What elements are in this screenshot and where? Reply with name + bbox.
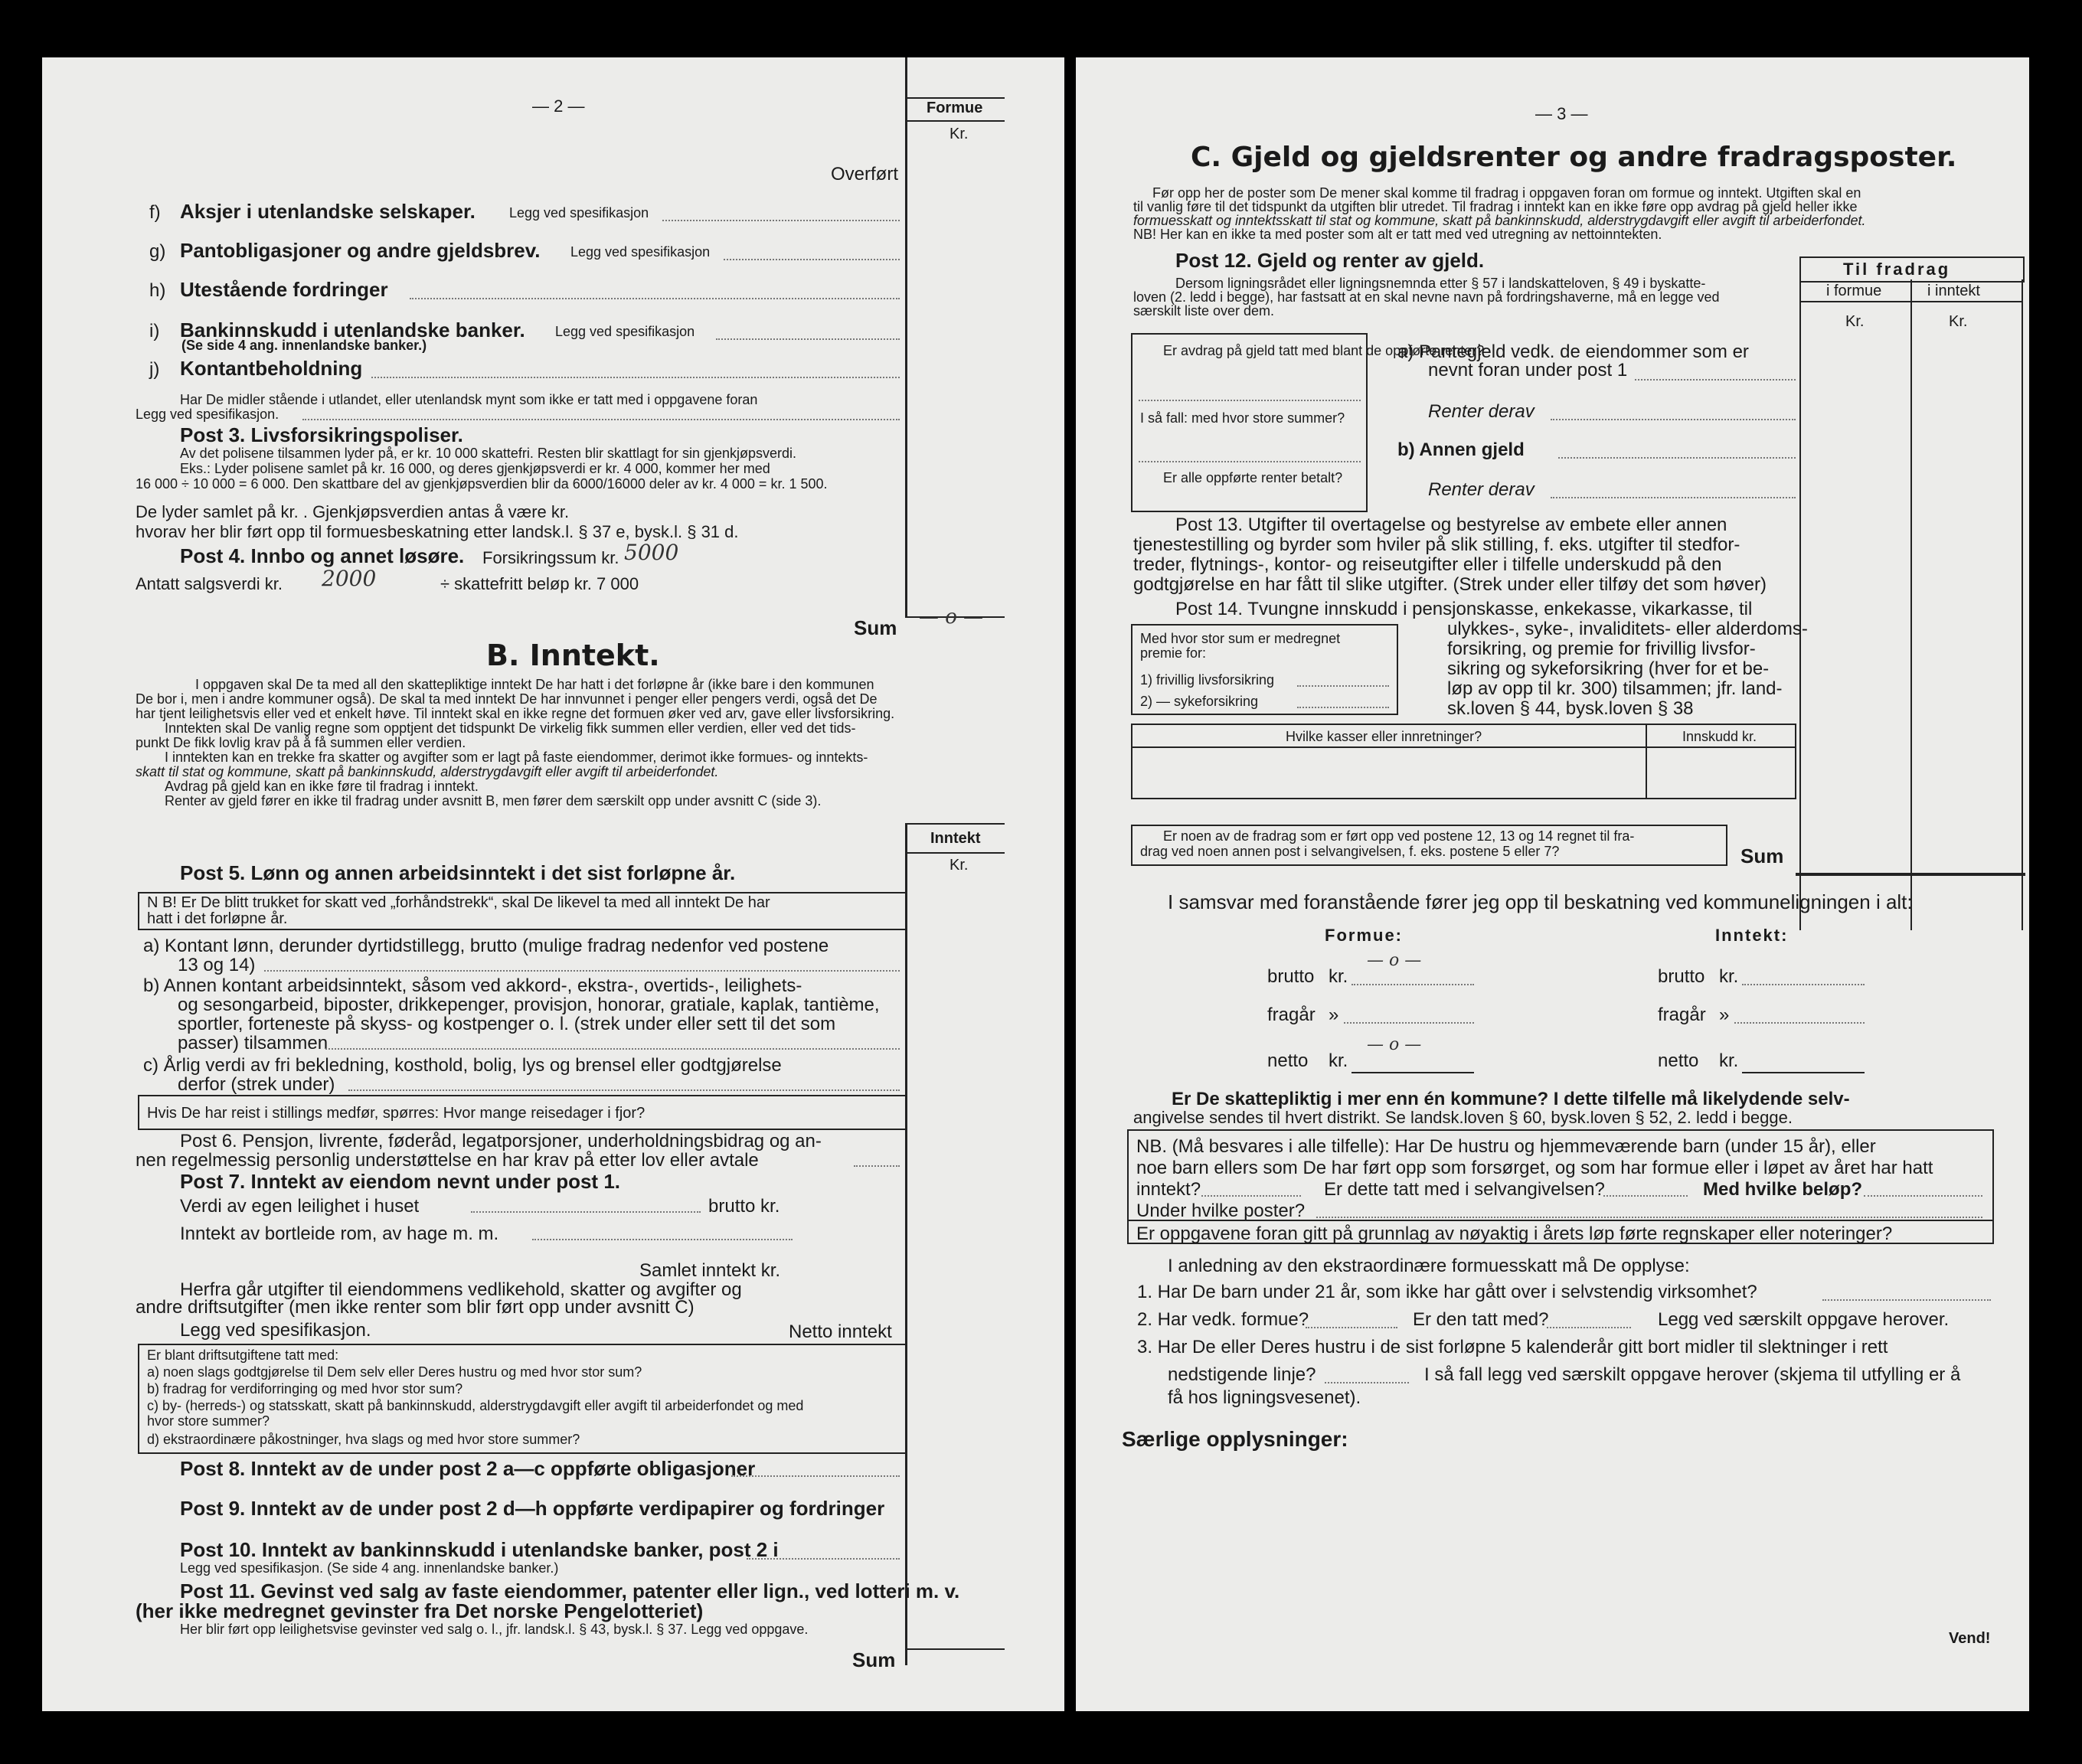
text-line: angivelse sendes til hvert distrikt. Se landsk.loven § 60, bysk.loven § 52, 2. ledd i begge.: [1133, 1108, 1793, 1127]
fradrag-column-line: [2022, 279, 2023, 930]
dotted-line: [1344, 1022, 1474, 1024]
dotted-line: [731, 1475, 900, 1477]
item-letter: i): [149, 321, 160, 341]
text-line: b) fradrag for verdiforringing og med hvor stor sum?: [147, 1381, 463, 1396]
text-line: Er alle oppførte renter betalt?: [1163, 470, 1343, 485]
dotted-line: [1352, 984, 1474, 985]
samlet-label: Samlet inntekt kr.: [639, 1260, 781, 1281]
text-line: Herfra går utgifter til eiendommens vedlikehold, skatter og avgifter og: [180, 1279, 742, 1300]
divider: [1133, 746, 1795, 748]
saerlige-heading: Særlige opplysninger:: [1122, 1427, 1348, 1451]
page-2: [42, 57, 1064, 1711]
til-fradrag-header: [1799, 256, 2025, 283]
item-i-sub: (Se side 4 ang. innenlandske banker.): [181, 338, 427, 353]
item-letter: f): [149, 202, 161, 223]
reise-question: Hvis De har reist i stillings medfør, spørres: Hvor mange reisedager i fjor?: [147, 1105, 646, 1122]
sum-label: Sum: [1740, 844, 1784, 867]
nb-line: NB. (Må besvares i alle tilfelle): Har De hustru og hjemmeværende barn (under 15 år), eller: [1136, 1136, 1876, 1157]
text-line: Under hvilke poster?: [1136, 1200, 1306, 1221]
renter-label: Renter derav: [1428, 479, 1535, 500]
question-1: 1. Har De barn under 21 år, som ikke har gått over i selvstendig virksomhet?: [1137, 1282, 1757, 1302]
text-line: inntekt?: [1136, 1179, 1201, 1200]
samsvar-line: I samsvar med foranstående fører jeg opp til beskatning ved kommuneligningen i alt:: [1168, 890, 1913, 913]
post4-forsikring-label: Forsikringssum kr.: [482, 548, 619, 567]
text-line: Dersom ligningsrådet eller ligningsnemnda etter § 57 i landskatteloven, § 49 i byskatte-: [1175, 276, 1706, 291]
dotted-line: [1306, 1327, 1397, 1328]
dotted-line: [1551, 419, 1796, 420]
divider: [1352, 1072, 1474, 1073]
text-line: Verdi av egen leilighet i huset: [180, 1196, 420, 1217]
fradrag-column-line: [1910, 279, 1912, 930]
text-line: (her ikke medregnet gevinster fra Det norske Pengelotteriet): [136, 1599, 704, 1622]
text-line: punkt De fikk lovlig krav på å få summen eller verdien.: [136, 735, 466, 750]
text-line: Er blant driftsutgiftene tatt med:: [147, 1348, 339, 1363]
text-line: formuesskatt og inntektsskatt til stat og kommune, skatt på bankinnskudd, alderstrygdavgift eller avgift til arbeiderfondet.: [1133, 213, 1866, 228]
driftsutgifter-box: [138, 1344, 907, 1454]
text-line: Før opp her de poster som De mener skal komme til fradrag i oppgaven foran om formue og inntekt. Utgiften skal en: [1152, 185, 1861, 201]
text-line: N B! Er De blitt trukket for skatt ved „forhåndstrekk“, skal De likevel ta med all inntekt De har: [147, 894, 770, 911]
premie-box: [1131, 624, 1398, 715]
formue-column-line: [905, 57, 907, 616]
item-g-label: Pantobligasjoner og andre gjeldsbrev.: [180, 239, 541, 262]
brutto-label: brutto: [1267, 966, 1315, 987]
post13-line: Post 13. Utgifter til overtagelse og bestyrelse av embete eller annen: [1175, 514, 1727, 535]
divider: [1129, 1220, 1992, 1221]
dotted-line: [747, 1558, 900, 1560]
post3-title: Post 3. Livsforsikringspoliser.: [180, 423, 463, 446]
dotted-line: [1325, 1382, 1409, 1383]
text-line: Er dette tatt med i selvangivelsen?: [1324, 1179, 1605, 1200]
item-letter: j): [149, 359, 160, 380]
dotted-line: [1139, 461, 1361, 462]
formue-heading: Formue:: [1325, 926, 1403, 945]
divider: [905, 97, 1005, 99]
dotted-line: [1822, 1299, 1991, 1301]
text-line: Med hvor stor sum er medregnet premie for:: [1140, 631, 1341, 661]
formue-column-header: Formue: [927, 100, 983, 116]
dotted-line: [471, 1211, 701, 1213]
dotted-line: [532, 1239, 793, 1240]
post4-forsikring-value: 5000: [624, 540, 679, 565]
dotted-line: [1316, 1217, 1982, 1218]
dotted-line: [302, 419, 900, 420]
nb-box: [1127, 1129, 1994, 1244]
dotted-line: [1603, 1195, 1688, 1197]
text-line: andre driftsutgifter (men ikke renter som blir ført opp under avsnitt C): [136, 1297, 695, 1318]
dotted-line: [1635, 379, 1796, 381]
dotted-line: [1547, 1327, 1631, 1328]
kr-label: Kr.: [1845, 313, 1865, 330]
divider: [1742, 1072, 1865, 1073]
fragar-label: fragår: [1267, 1004, 1316, 1025]
table-column-line: [1646, 725, 1647, 798]
page-3: [1076, 57, 2029, 1711]
post4-salg-label: Antatt salgsverdi kr.: [136, 574, 283, 593]
netto-inntekt-label: Netto inntekt: [789, 1321, 892, 1342]
text-line: 2) — sykeforsikring: [1140, 694, 1259, 709]
renter-label: Renter derav: [1428, 401, 1535, 422]
dotted-line: [1742, 984, 1865, 985]
text-line: 1) frivillig livsforsikring: [1140, 672, 1275, 688]
sum-label: Sum: [852, 1648, 896, 1671]
dotted-line: [854, 1165, 900, 1167]
text-line: treder, flytnings-, kontor- og reiseutgifter eller i tilfelle underskudd på den: [1133, 554, 1722, 575]
post8-line: Post 8. Inntekt av de under post 2 a—c oppførte obligasjoner: [180, 1457, 756, 1480]
dotted-line: [264, 970, 900, 972]
dotted-line: [325, 1048, 900, 1050]
kr-label: Kr.: [949, 857, 969, 874]
kasser-table: [1131, 724, 1796, 799]
text-line: Er noen av de fradrag som er ført opp ved postene 12, 13 og 14 regnet til fra-: [1163, 828, 1635, 844]
ditto-mark: »: [1329, 1004, 1339, 1025]
inntekt-heading: Inntekt:: [1715, 926, 1789, 945]
text-line: I så fall: med hvor store summer?: [1140, 410, 1345, 426]
text-line: Med hvilke beløp?: [1703, 1179, 1863, 1200]
post5-c-line: c) Årlig verdi av fri bekledning, kosthold, bolig, lys og brensel eller godtgjørelse: [143, 1055, 782, 1076]
text-line: Av det polisene tilsammen lyder på, er kr. 10 000 skattefri. Resten blir skattlagt for sin gjenkjøpsverdi.: [180, 446, 797, 461]
page-number: — 2 —: [532, 96, 585, 116]
formue-netto-value: — o —: [1367, 1035, 1422, 1054]
dotted-line: [1297, 685, 1389, 687]
text-line: a) noen slags godtgjørelse til Dem selv eller Deres hustru og med hvor stor sum?: [147, 1364, 642, 1380]
dotted-line: [716, 338, 900, 340]
dotted-line: [1864, 1195, 1982, 1197]
reise-box: [138, 1095, 907, 1130]
text-line: 16 000 ÷ 10 000 = 6 000. Den skattbare del av gjenkjøpsverdien blir da 6000/16000 deler av kr. 4 000 = kr. 1 500.: [136, 476, 828, 492]
item-h-label: Utestående fordringer: [180, 278, 388, 301]
text-line: hvorav her blir ført opp til formuesbeskatning etter landsk.l. § 37 e, bysk.l. § 31 d.: [136, 522, 739, 541]
vend-label: Vend!: [1949, 1630, 1991, 1647]
text-line: Har De midler stående i utlandet, eller utenlandsk mynt som ikke er tatt med i oppgavene foran: [180, 392, 758, 407]
divider: [905, 852, 1005, 854]
divider: [1796, 873, 2025, 876]
post5-title: Post 5. Lønn og annen arbeidsinntekt i det sist forløpne år.: [180, 861, 736, 884]
ditto-mark: »: [1719, 1004, 1730, 1025]
skatt-question: Er De skattepliktig i mer enn én kommune? I dette tilfelle må likelydende selv-: [1172, 1089, 1850, 1109]
brutto-label: brutto kr.: [708, 1196, 780, 1217]
item-g-note: Legg ved spesifikasjon: [570, 244, 711, 260]
inntekt-column-line: [905, 823, 907, 1665]
text-line: Legg ved spesifikasjon.: [136, 407, 279, 422]
item-letter: g): [149, 241, 166, 262]
divider: [905, 120, 1005, 122]
text-line: Legg ved spesifikasjon.: [180, 1320, 371, 1341]
text-line: Renter av gjeld fører en ikke til fradrag under avsnitt B, men fører dem særskilt opp under avsnitt C (side 3).: [165, 793, 822, 808]
sum-label: Sum: [854, 616, 897, 639]
text-line: I så fall legg ved særskilt oppgave herover (skjema til utfylling er å: [1424, 1364, 1961, 1385]
divider: [905, 1648, 1005, 1650]
kr-label: kr.: [1719, 1050, 1739, 1071]
text-line: De bor i, men i andre kommuner også). De skal ta med inntekt De har innvunnet i penger eller pengers verdi, også det De: [136, 691, 878, 707]
text-line: passer) tilsammen: [178, 1033, 328, 1054]
fradrag-question-box: [1131, 825, 1727, 866]
page-number: — 3 —: [1535, 104, 1588, 123]
i-formue-header: i formue: [1826, 283, 1882, 299]
text-line: særskilt liste over dem.: [1133, 303, 1275, 318]
til-fradrag-label: Til fradrag: [1843, 260, 1951, 279]
formue-brutto-value: — o —: [1367, 951, 1422, 970]
kr-label: Kr.: [1949, 313, 1968, 330]
dotted-line: [724, 259, 900, 260]
text-line: nevnt foran under post 1: [1428, 360, 1628, 381]
text-line: forsikring, og premie for frivillig livsfor-: [1447, 639, 1756, 659]
post4-salg-value: 2000: [322, 566, 377, 591]
text-line: Legg ved spesifikasjon. (Se side 4 ang. innenlandske banker.): [180, 1560, 559, 1576]
kasser-header: Hvilke kasser eller innretninger?: [1286, 729, 1482, 744]
netto-label: netto: [1267, 1050, 1309, 1071]
inntekt-column-header: Inntekt: [930, 830, 981, 847]
text-line: godtgjørelse en har fått til slike utgifter. (Strek under eller tilføy det som høver): [1133, 574, 1767, 595]
innskudd-header: Innskudd kr.: [1682, 729, 1757, 744]
text-line: Er oppgavene foran gitt på grunnlag av nøyaktig i årets løp førte regnskaper eller noteringer?: [1136, 1223, 1893, 1244]
text-line: hvor store summer?: [147, 1413, 270, 1429]
post11-line: Post 11. Gevinst ved salg av faste eiendommer, patenter eller lign., ved lotteri m. v.: [180, 1579, 960, 1602]
text-line: Her blir ført opp leilighetsvise gevinster ved salg o. l., jfr. landsk.l. § 43, bysk.l. § 37. Legg ved oppgave.: [180, 1622, 809, 1637]
text-line: Inntekten skal De vanlig regne som opptjent det tidspunkt De virkelig fikk summen eller verdien, eller ved det tids-: [165, 720, 856, 736]
question-3: 3. Har De eller Deres hustru i de sist forløpne 5 kalenderår gitt bort midler til slektninger i rett: [1137, 1337, 1888, 1357]
divider: [905, 823, 1005, 825]
dotted-line: [1558, 457, 1796, 459]
kr-label: kr.: [1719, 966, 1739, 987]
nb-forhandstrekk-box: [138, 892, 907, 930]
post14-line: Post 14. Tvungne innskudd i pensjonskasse, enkekasse, vikarkasse, til: [1175, 599, 1753, 619]
item-i-label: Bankinnskudd i utenlandske banker.: [180, 318, 525, 341]
text-line: drag ved noen annen post i selvangivelsen, f. eks. postene 5 eller 7?: [1140, 844, 1560, 859]
i-inntekt-header: i inntekt: [1927, 283, 1980, 299]
post12-title: Post 12. Gjeld og renter av gjeld.: [1175, 249, 1485, 272]
text-line: derfor (strek under): [178, 1074, 335, 1095]
dotted-line: [1734, 1022, 1865, 1024]
text-line: har tjent leilighetsvis eller ved et enkelt høve. Til inntekt skal en ikke regne det formuen øker ved arv, gave eller livsforsikring.: [136, 706, 895, 721]
pantegjeld-line: a) Pantegjeld vedk. de eiendommer som er: [1397, 341, 1749, 362]
text-line: Eks.: Lyder polisene samlet på kr. 16 000, og deres gjenkjøpsverdi er kr. 4 000, kommer her med: [180, 461, 770, 476]
section-b-title: B. Inntekt.: [486, 639, 660, 672]
item-f-label: Aksjer i utenlandske selskaper.: [180, 200, 476, 223]
text-line: hatt i det forløpne år.: [147, 910, 288, 927]
item-i-note: Legg ved spesifikasjon: [555, 324, 695, 339]
text-line: 13 og 14): [178, 955, 256, 975]
text-line: c) by- (herreds-) og statsskatt, skatt på bankinnskudd, alderstrygdavgift eller avgift til arbeiderfondet og med: [147, 1398, 804, 1413]
text-line: I oppgaven skal De ta med all den skattepliktige inntekt De har hatt i det forløpne år (ikke bare i den kommunen: [195, 677, 874, 692]
text-line: d) ekstraordinære påkostninger, hva slags og med hvor store summer?: [147, 1432, 580, 1447]
kr-label: kr.: [1329, 966, 1348, 987]
text-line: løp av opp til kr. 300) tilsammen; jfr. land-: [1447, 678, 1783, 699]
dotted-line: [348, 1089, 900, 1091]
text-line: loven (2. ledd i begge), har fastsatt at en skal nevne navn på fordringshaverne, må en legge ved: [1133, 289, 1720, 305]
sum-value: — o —: [919, 606, 984, 629]
ekstra-line: I anledning av den ekstraordinære formuesskatt må De opplyse:: [1168, 1256, 1690, 1276]
text-line: skatt til stat og kommune, skatt på bankinnskudd, alderstrygdavgift eller avgift til arbeiderfondet.: [136, 764, 719, 779]
post4-skattefritt: ÷ skattefritt beløp kr. 7 000: [440, 574, 639, 593]
post10-line: Post 10. Inntekt av bankinnskudd i utenlandske banker, post 2 i: [180, 1538, 779, 1561]
post7-title: Post 7. Inntekt av eiendom nevnt under post 1.: [180, 1170, 620, 1193]
post4-title: Post 4. Innbo og annet løsøre.: [180, 544, 465, 567]
text-line: sk.loven § 44, bysk.loven § 38: [1447, 698, 1694, 719]
text-line: De lyder samlet på kr. . Gjenkjøpsverdien antas å være kr.: [136, 502, 570, 521]
text-line: Er avdrag på gjeld tatt med blant de oppførte renter?: [1163, 343, 1485, 358]
text-line: nedstigende linje?: [1168, 1364, 1316, 1385]
text-line: få hos ligningsvesenet).: [1168, 1387, 1361, 1408]
brutto-label: brutto: [1658, 966, 1705, 987]
post5-b-line: b) Annen kontant arbeidsinntekt, såsom ved akkord-, ekstra-, overtids-, leilighets-: [143, 975, 802, 996]
text-line: NB! Her kan en ikke ta med poster som alt er tatt med ved utregning av nettoinntekten.: [1133, 227, 1662, 242]
section-c-title: C. Gjeld og gjeldsrenter og andre fradragsposter.: [1191, 142, 1957, 173]
text-line: Avdrag på gjeld kan en ikke føre til fradrag i inntekt.: [165, 779, 479, 794]
text-line: sikring og sykeforsikring (hver for et be-: [1447, 658, 1770, 679]
text-line: Er den tatt med?: [1413, 1309, 1549, 1330]
kr-label: Kr.: [949, 126, 969, 142]
kr-label: kr.: [1329, 1050, 1348, 1071]
fradrag-column-line: [1799, 279, 1801, 930]
text-line: tjenestestilling og byrder som hviler på slik stilling, f. eks. utgifter til stedfor-: [1133, 534, 1740, 555]
dotted-line: [1139, 400, 1361, 401]
text-line: og sesongarbeid, biposter, drikkepenger, provisjon, honorar, gratiale, kaplak, tantième,: [178, 995, 880, 1015]
item-letter: h): [149, 280, 166, 301]
dotted-line: [662, 220, 900, 221]
text-line: Inntekt av bortleide rom, av hage m. m.: [180, 1223, 499, 1244]
netto-label: netto: [1658, 1050, 1699, 1071]
dotted-line: [371, 377, 900, 378]
text-line: nen regelmessig personlig understøttelse en har krav på etter lov eller avtale: [136, 1150, 759, 1171]
annen-gjeld-line: b) Annen gjeld: [1397, 439, 1525, 460]
post6-line: Post 6. Pensjon, livrente, føderåd, legatporsjoner, underholdningsbidrag og an-: [180, 1131, 822, 1152]
fragar-label: fragår: [1658, 1004, 1706, 1025]
text-line: noe barn ellers som De har ført opp som forsørget, og som har formue eller i løpet av året har hatt: [1136, 1158, 1933, 1178]
dotted-line: [1297, 707, 1389, 708]
dotted-line: [410, 298, 900, 299]
text-line: Legg ved særskilt oppgave herover.: [1658, 1309, 1950, 1330]
text-line: ulykkes-, syke-, invaliditets- eller alderdoms-: [1447, 619, 1808, 639]
text-line: I inntekten kan en trekke fra skatter og avgifter som er lagt på faste eiendommer, derimot ikke formues- og inntekts-: [165, 750, 868, 765]
dotted-line: [1551, 497, 1796, 498]
item-f-note: Legg ved spesifikasjon: [509, 205, 649, 220]
text-line: til vanlig føre til det tidspunkt da utgiften blir utredet. Til fradrag i inntekt kan en ikke føre opp avdrag på gjeld heller ikke: [1133, 199, 1858, 214]
text-line: sportler, forteneste på skyss- og kostpenger o. l. (strek under eller sett til det som: [178, 1014, 836, 1034]
dotted-line: [1201, 1195, 1301, 1197]
overfort-label: Overført: [831, 164, 898, 185]
post9-line: Post 9. Inntekt av de under post 2 d—h oppførte verdipapirer og fordringer: [180, 1497, 885, 1520]
question-2: 2. Har vedk. formue?: [1137, 1309, 1309, 1330]
item-j-label: Kontantbeholdning: [180, 357, 363, 380]
post5-a-line: a) Kontant lønn, derunder dyrtidstillegg, brutto (mulige fradrag nedenfor ved postene: [143, 936, 829, 956]
